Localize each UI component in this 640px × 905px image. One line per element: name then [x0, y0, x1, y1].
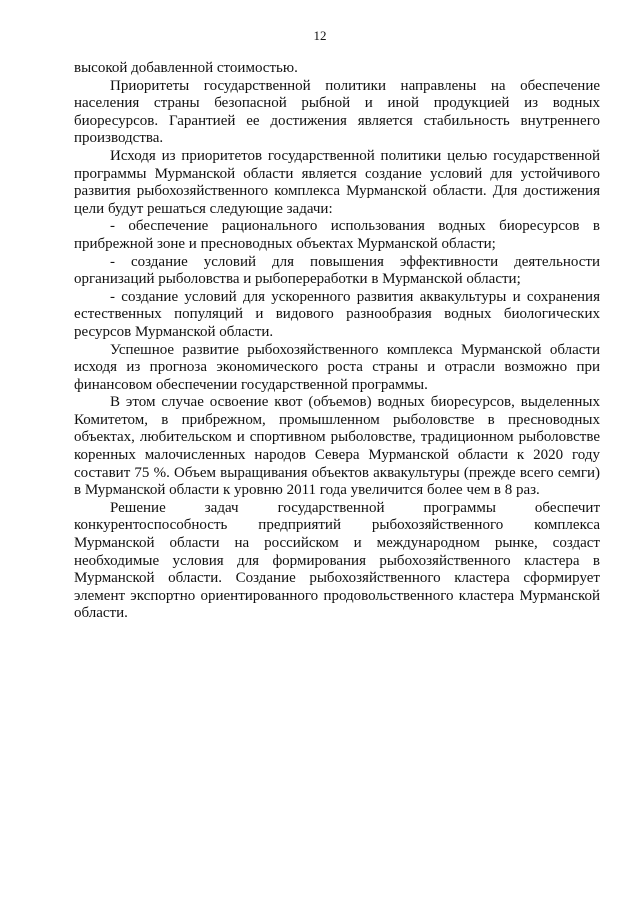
list-item-task-2: - создание условий для повышения эффективности деятельности организаций рыболовства и рыбопереработки в Мурманской области;: [74, 253, 600, 288]
list-item-task-3: - создание условий для ускоренного развития аквакультуры и сохранения естественных популяций и видового разнообразия водных биологических ресурсов Мурманской области.: [74, 288, 600, 340]
paragraph-continuation: высокой добавленной стоимостью.: [74, 60, 298, 76]
page-number: 12: [313, 28, 327, 43]
paragraph-quotas-forecast: В этом случае освоение квот (объемов) водных биоресурсов, выделенных Комитетом, в прибрежном, промышленном рыболовстве в пресноводных объектах, любительском и спортивном рыболовстве, традиционном рыболовстве коренных малочисленных народов Севера Мурманской области к 2020 году составит 75 %. Объем выращивания объектов аквакультуры (прежде всего семги) в Мурманской области к уровню 2011 года увеличится более чем в 8 раз.: [74, 394, 600, 499]
paragraph-cluster-outcome: Решение задач государственной программы обеспечит конкурентоспособность предприятий рыбохозяйственного комплекса Мурманской области на российском и международном рынке, создаст необходимые условия для формирования рыбохозяйственного кластера в Мурманской области. Создание рыбохозяйственного кластера сформирует элемент экспортно ориентированного продовольственного кластера Мурманской области.: [74, 499, 600, 622]
paragraph-program-goal: Исходя из приоритетов государственной политики целью государственной программы Мурманской области является создание условий для устойчивого развития рыбохозяйственного комплекса Мурманской области. Для достижения цели будут решаться следующие задачи:: [74, 147, 600, 217]
paragraph-priorities: Приоритеты государственной политики направлены на обеспечение населения страны безопасной рыбной и иной продукцией из водных биоресурсов. Гарантией ее достижения является стабильность внутреннего производства.: [74, 77, 600, 147]
paragraph-successful-development: Успешное развитие рыбохозяйственного комплекса Мурманской области исходя из прогноза экономического роста страны и отрасли возможно при финансовом обеспечении государственной программы.: [74, 341, 600, 393]
document-body: [74, 60, 600, 623]
list-item-task-1: - обеспечение рационального использования водных биоресурсов в прибрежной зоне и пресноводных объектах Мурманской области;: [74, 218, 600, 252]
